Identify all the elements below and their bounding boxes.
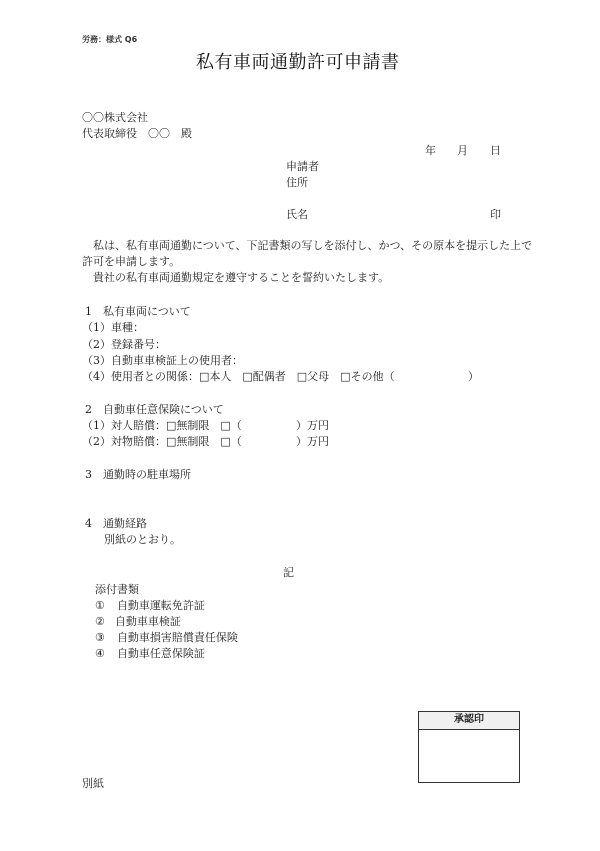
attachment-label: 自動車車検証 <box>114 615 181 628</box>
date-day: 日 <box>490 144 501 157</box>
applicant-label: 申請者 <box>286 160 319 173</box>
approval-stamp-box <box>418 711 520 783</box>
section-4-heading: 4 通勤経路 <box>85 517 147 530</box>
page-title: 私有車両通勤許可申請書 <box>196 52 400 73</box>
attachment-item <box>95 646 205 662</box>
date-year: 年 <box>425 144 436 157</box>
addressee-representative: 代表取締役 〇〇 殿 <box>82 127 192 140</box>
section-2-item-2-unit: ）万円 <box>296 435 329 448</box>
attachment-item <box>95 598 205 614</box>
approval-stamp-header: 承認印 <box>419 712 519 730</box>
seal-label: 印 <box>490 208 501 221</box>
applicant-name-label: 氏名 <box>286 208 308 221</box>
intro-line-2: 許可を申請します。 <box>82 255 181 268</box>
section-1-item-4: （4）使用者との関係：□本人 □配偶者 □父母 □その他（ <box>82 370 395 383</box>
section-1-item-1: （1）車種： <box>82 321 144 334</box>
intro-line-1: 私は、私有車両通勤について、下記書類の写しを添付し、かつ、その原本を提示した上で <box>93 239 533 252</box>
attachment-num: ④ <box>95 647 105 660</box>
attachments-heading: 添付書類 <box>95 583 139 596</box>
section-2-item-1-unit: ）万円 <box>296 419 329 432</box>
section-1-heading: 1 私有車両について <box>85 305 191 318</box>
note-heading: 記 <box>283 566 294 579</box>
attachment-num: ① <box>95 599 105 612</box>
attachment-item <box>95 630 238 646</box>
addressee-company: 〇〇株式会社 <box>82 111 148 124</box>
section-1-item-2: （2）登録番号： <box>82 338 166 351</box>
annex-label: 別紙 <box>82 777 104 790</box>
approval-stamp-area <box>419 730 519 782</box>
section-2-item-1: （1）対人賠償：□無制限 □（ <box>82 419 242 432</box>
intro-line-3: 貴社の私有車両通勤規定を遵守することを誓約いたします。 <box>93 271 390 284</box>
section-4-body: 別紙のとおり。 <box>104 533 181 546</box>
attachment-label: 自動車損害賠償責任保険 <box>116 631 238 644</box>
section-2-item-2: （2）対物賠償：□無制限 □（ <box>82 435 242 448</box>
section-1-item-4-close: ） <box>468 370 479 383</box>
attachment-num: ③ <box>95 631 105 644</box>
section-1-item-3: （3）自動車車検証上の使用者： <box>82 354 243 367</box>
applicant-address-label: 住所 <box>286 176 308 189</box>
form-code: 労務：様式 Q6 <box>82 35 138 44</box>
section-3-heading: 3 通勤時の駐車場所 <box>85 468 191 481</box>
attachment-label: 自動車任意保険証 <box>116 647 205 660</box>
attachment-num: ② <box>95 615 105 628</box>
section-2-heading: 2 自動車任意保険について <box>85 403 224 416</box>
attachment-label: 自動車運転免許証 <box>116 599 205 612</box>
date-month: 月 <box>457 144 468 157</box>
attachment-item <box>95 614 181 630</box>
